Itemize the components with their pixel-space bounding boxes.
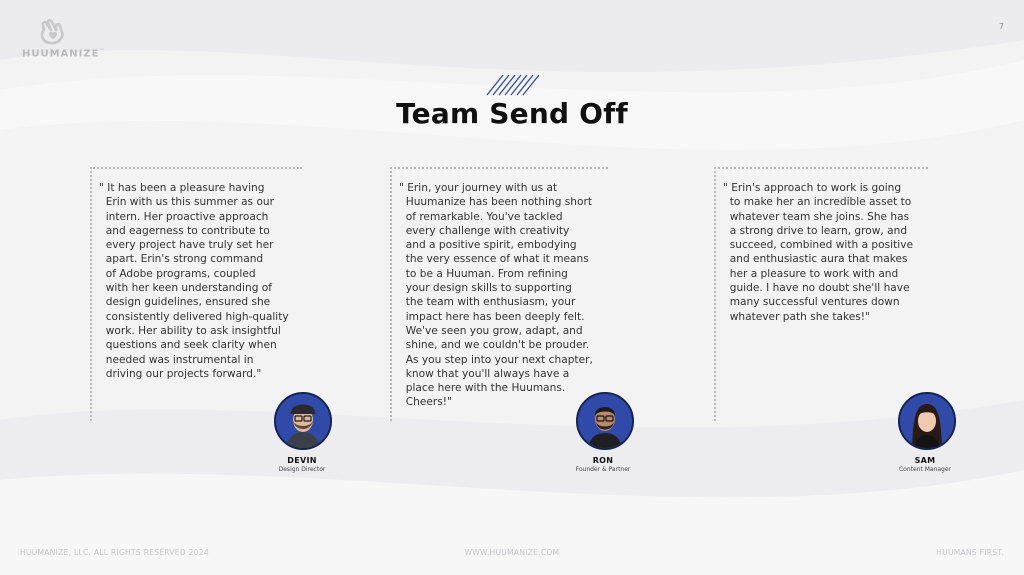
person-name: SAM — [914, 456, 936, 465]
dotted-divider — [90, 167, 302, 169]
testimonial-quote: " Erin, your journey with us at Huumanize has been nothing short of remarkable. You've tackled every challenge with creativity and a positive spirit, embodying the very essence of what it means to be a Huuman. From refining your design skills to supporting the team with enthusiasm, your impact here has been deeply felt. We've seen you grow, adapt, and shine, and we couldn't be prouder. As you step into your next chapter, know that you'll always have a place here with the Huumans. Cheers!" — [399, 182, 593, 409]
avatar — [576, 392, 634, 450]
person-devin-icon — [276, 394, 330, 448]
testimonial-quote: " Erin's approach to work is going to make her an incredible asset to whatever team she joins. She has a strong drive to learn, grow, and succeed, combined with a positive and enthusiastic aura that makes her a pleasure to work with and guide. I have no doubt she'll have many successful ventures down whatever path she takes!" — [723, 182, 913, 323]
person-role: Founder & Partner — [575, 466, 631, 473]
person-name: DEVIN — [287, 456, 317, 465]
dotted-divider — [390, 167, 392, 421]
person-name: RON — [592, 456, 614, 465]
page-title: Team Send Off — [396, 97, 628, 130]
footer-website-link[interactable]: WWW.HUUMANIZE.COM — [464, 548, 560, 557]
brand-logo[interactable] — [22, 18, 106, 62]
brand-wordmark: HUUMANIZE™ — [22, 48, 106, 60]
testimonial-quote: " It has been a pleasure having Erin with us this summer as our intern. Her proactive approach and eagerness to contribute to every project have truly set her apart. Erin's strong command of Adobe programs, coupled with her keen understanding of design guidelines, ensured she consistently delivered high-quality work. Her ability to ask insightful questions and seek clarity when needed was instrumental in driving our projects forward." — [99, 182, 289, 380]
footer-tagline: HUUMANS FIRST. — [936, 548, 1004, 557]
avatar — [274, 392, 332, 450]
person-sam-icon — [900, 394, 954, 448]
dotted-divider — [390, 167, 608, 169]
dotted-divider — [90, 167, 92, 421]
dotted-divider — [714, 167, 716, 421]
hand-heart-icon — [38, 18, 68, 46]
person-role: Design Director — [278, 466, 326, 473]
page-number: 7 — [998, 22, 1004, 31]
person-role: Content Manager — [898, 466, 952, 473]
decorative-stripes-icon — [485, 74, 539, 96]
person-ron-icon — [578, 394, 632, 448]
footer-copyright: HUUMANIZE, LLC. ALL RIGHTS RESERVED 2024 — [20, 548, 209, 557]
avatar — [898, 392, 956, 450]
dotted-divider — [714, 167, 928, 169]
